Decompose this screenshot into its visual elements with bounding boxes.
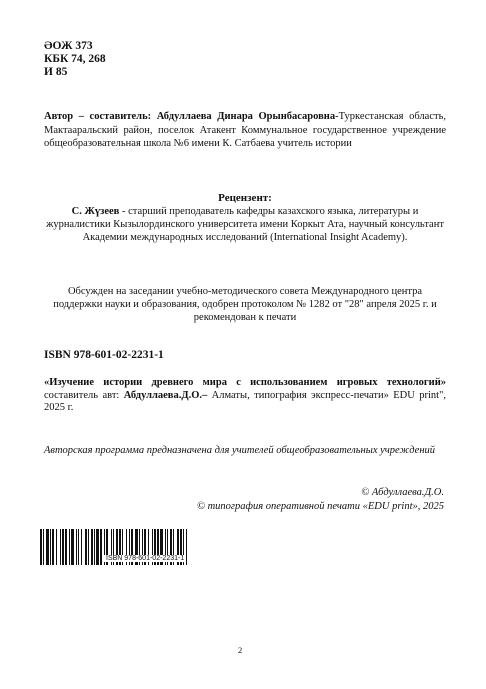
udc-code: ӘОЖ 373 — [44, 40, 93, 52]
barcode-bar — [43, 529, 44, 565]
copyright-printer: © типография оперативной печати «EDU print», 2025 — [197, 501, 444, 512]
barcode-bar — [76, 529, 77, 565]
barcode-bar — [100, 529, 102, 565]
barcode-bar — [46, 529, 49, 565]
barcode-caption: ISBN 978-601-02-2231-1 — [106, 555, 185, 562]
barcode-bar — [62, 529, 64, 565]
reviewer-name: С. Жүзеев — [71, 206, 120, 217]
book-title: «Изучение истории древнего мира с использованием игровых технологий» — [44, 377, 446, 388]
bbk-code: КБК 74, 268 — [44, 53, 106, 65]
barcode-bar — [85, 529, 87, 565]
author-mark: И 85 — [44, 66, 68, 78]
approval-statement: Обсужден на заседании учебно-методического совета Международного центра поддержки науки и образования, одобрен протоколом № 1282 от "28" апреля 2025 г. и рекомендован к печати — [53, 286, 437, 323]
barcode-bar — [52, 529, 54, 565]
isbn: ISBN 978-601-02-2231-1 — [44, 349, 164, 361]
copyright-block — [197, 486, 444, 514]
author-name: Абдуллаева Динара Орынбасаровна — [156, 111, 336, 122]
barcode-bar — [69, 529, 70, 565]
author-details: -Туркестанская область, Мактааральский район, поселок Атакент Коммунальное государственное учреждение общеобразовательная школа №6 имени К. Сатбаева учитель истории — [44, 111, 446, 149]
barcode-bar — [78, 529, 79, 565]
copyright-author: © Абдуллаева.Д.О. — [361, 487, 444, 498]
barcode-bar — [56, 529, 57, 565]
barcode-bar — [50, 529, 51, 565]
citation-author: Абдуллаева.Д.О.– — [123, 389, 208, 401]
author-block — [44, 110, 446, 151]
barcode-bar — [81, 529, 82, 565]
barcode-bar — [71, 529, 74, 565]
citation-prefix: составитель авт: — [44, 389, 124, 401]
classification-codes — [44, 40, 106, 79]
author-label: Автор – составитель: — [44, 111, 152, 122]
barcode-bar — [88, 529, 89, 565]
citation-suffix: Алматы, типография экспресс-печати» EDU print", 2025 г. — [44, 389, 446, 413]
reviewer-title: Рецензент: — [218, 192, 272, 204]
reviewer-block — [44, 205, 446, 244]
barcode-bar — [65, 529, 67, 565]
barcode-bar — [60, 529, 61, 565]
barcode-bar — [91, 529, 93, 565]
page-number: 2 — [238, 645, 243, 655]
bibliographic-citation — [44, 377, 446, 415]
barcode-bar — [94, 529, 95, 565]
barcode-bar — [40, 529, 42, 565]
barcode-bar — [96, 529, 99, 565]
reviewer-details: - старший преподаватель кафедры казахского языка, литературы и журналистики Кызылординского университета имени Коркыт Ата, научный консультант Академии международных исследований (International Insight Academy). — [46, 206, 444, 243]
purpose-note: Авторская программа предназначена для учителей общеобразовательных учреждений — [44, 445, 436, 456]
